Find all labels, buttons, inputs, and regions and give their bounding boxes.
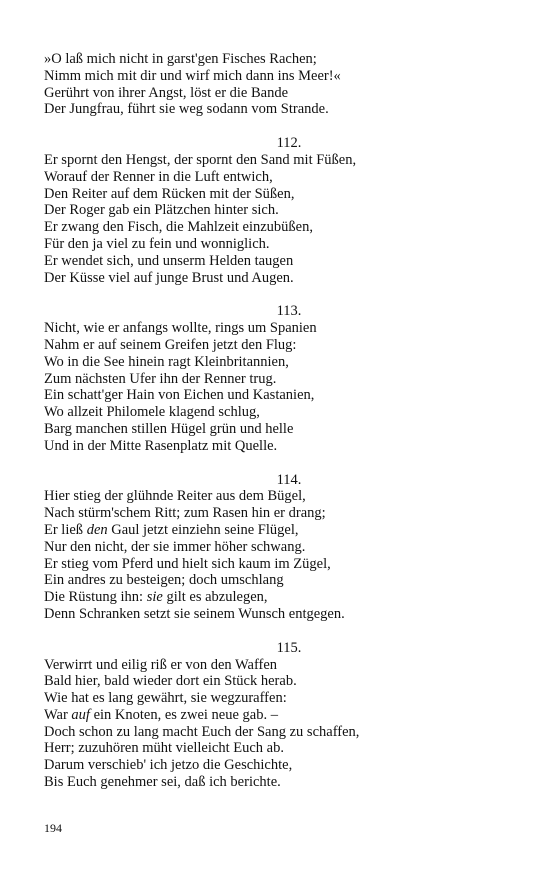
verse-line xyxy=(44,724,514,741)
verse-segment: Ein andres zu besteigen; doch umschlang xyxy=(44,572,284,589)
verse-line xyxy=(44,438,514,455)
verse-line xyxy=(44,539,514,556)
verse-segment: Ein schatt'ger Hain von Eichen und Kastanien, xyxy=(44,387,315,404)
verse-line xyxy=(44,740,514,757)
verse-line: Der Jungfrau, führt sie weg sodann vom Strande. xyxy=(44,101,329,118)
verse-line xyxy=(44,202,514,219)
stanza xyxy=(44,303,514,454)
verse-segment: Wo allzeit Philomele klagend schlug, xyxy=(44,404,260,421)
verse-line xyxy=(44,522,514,539)
verse-line: Nimm mich mit dir und wirf mich dann ins Meer!« xyxy=(44,67,341,84)
verse-segment: Wo in die See hinein ragt Kleinbritannien, xyxy=(44,353,289,370)
verse-segment: Und in der Mitte Rasenplatz mit Quelle. xyxy=(44,437,278,454)
verse-segment: Die Rüstung ihn: xyxy=(44,589,147,606)
verse-segment: Barg manchen stillen Hügel grün und helle xyxy=(44,420,294,437)
verse-line xyxy=(44,169,514,186)
verse-segment: Er stieg vom Pferd und hielt sich kaum im Zügel, xyxy=(44,555,331,572)
verse-line xyxy=(44,488,514,505)
stanza xyxy=(44,640,514,791)
emphasis-word: auf xyxy=(71,706,90,723)
verse-line xyxy=(44,774,514,791)
verse-line xyxy=(44,253,514,270)
intro-stanza xyxy=(44,51,514,118)
verse-line xyxy=(44,657,514,674)
verse-line xyxy=(44,673,514,690)
stanza-number: 115. xyxy=(276,639,302,656)
verse-segment: Denn Schranken setzt sie seinem Wunsch entgegen. xyxy=(44,605,345,622)
verse-line xyxy=(44,606,514,623)
stanza xyxy=(44,472,514,623)
verse-segment: Er ließ xyxy=(44,521,87,538)
verse-line xyxy=(44,371,514,388)
verse-line xyxy=(44,757,514,774)
stanza xyxy=(44,135,514,286)
verse-segment: Wie hat es lang gewährt, sie wegzuraffen: xyxy=(44,690,287,707)
emphasis-word: sie xyxy=(146,589,163,606)
verse-segment: Nicht, wie er anfangs wollte, rings um Spanien xyxy=(44,320,317,337)
verse-segment: War xyxy=(44,706,72,723)
verse-line xyxy=(44,387,514,404)
verse-line xyxy=(44,186,514,203)
stanza-number: 112. xyxy=(276,135,302,152)
verse-segment: Hier stieg der glühnde Reiter aus dem Bügel, xyxy=(44,488,306,505)
verse-segment: Er wendet sich, und unserm Helden taugen xyxy=(44,252,294,269)
verse-segment: Nach stürm'schem Ritt; zum Rasen hin er drang; xyxy=(44,505,326,522)
verse-line xyxy=(44,572,514,589)
emphasis-word: den xyxy=(86,521,108,538)
verse-line xyxy=(44,421,514,438)
verse-line xyxy=(44,505,514,522)
stanza-number: 113. xyxy=(276,303,302,320)
poem-text xyxy=(44,51,514,791)
page-number: 194 xyxy=(44,821,62,835)
verse-segment: Gaul jetzt einziehn seine Flügel, xyxy=(107,521,299,538)
verse-segment: Für den ja viel zu fein und wonniglich. xyxy=(44,235,270,252)
verse-line: Gerührt von ihrer Angst, löst er die Bande xyxy=(44,84,289,101)
verse-line xyxy=(44,354,514,371)
verse-segment: Er spornt den Hengst, der spornt den Sand mit Füßen, xyxy=(44,151,357,168)
verse-segment: Worauf der Renner in die Luft entwich, xyxy=(44,168,273,185)
verse-line xyxy=(44,589,514,606)
verse-line xyxy=(44,270,514,287)
verse-line xyxy=(44,707,514,724)
verse-line xyxy=(44,337,514,354)
verse-segment: Zum nächsten Ufer ihn der Renner trug. xyxy=(44,370,277,387)
verse-segment: Nur den nicht, der sie immer höher schwang. xyxy=(44,538,306,555)
verse-segment: Bis Euch genehmer sei, daß ich berichte. xyxy=(44,774,281,791)
verse-segment: Bald hier, bald wieder dort ein Stück herab. xyxy=(44,673,297,690)
verse-line xyxy=(44,152,514,169)
verse-line xyxy=(44,320,514,337)
verse-segment: Nahm er auf seinem Greifen jetzt den Flug: xyxy=(44,336,297,353)
verse-segment: Der Küsse viel auf junge Brust und Augen. xyxy=(44,269,294,286)
verse-line xyxy=(44,556,514,573)
verse-line xyxy=(44,219,514,236)
verse-line xyxy=(44,404,514,421)
verse-segment: Herr; zuzuhören müht vielleicht Euch ab. xyxy=(44,740,284,757)
verse-segment: ein Knoten, es zwei neue gab. – xyxy=(89,706,278,723)
verse-line: »O laß mich nicht in garst'gen Fisches Rachen; xyxy=(44,51,317,67)
verse-segment: Doch schon zu lang macht Euch der Sang zu schaffen, xyxy=(44,723,360,740)
verse-line xyxy=(44,690,514,707)
verse-line xyxy=(44,236,514,253)
verse-segment: Der Roger gab ein Plätzchen hinter sich. xyxy=(44,202,279,219)
verse-segment: Darum verschieb' ich jetzo die Geschichte, xyxy=(44,757,293,774)
verse-segment: Verwirrt und eilig riß er von den Waffen xyxy=(44,656,278,673)
verse-segment: Den Reiter auf dem Rücken mit der Süßen, xyxy=(44,185,295,202)
verse-segment: gilt es abzulegen, xyxy=(162,589,268,606)
stanza-number: 114. xyxy=(276,471,302,488)
verse-segment: Er zwang den Fisch, die Mahlzeit einzubüßen, xyxy=(44,219,313,236)
